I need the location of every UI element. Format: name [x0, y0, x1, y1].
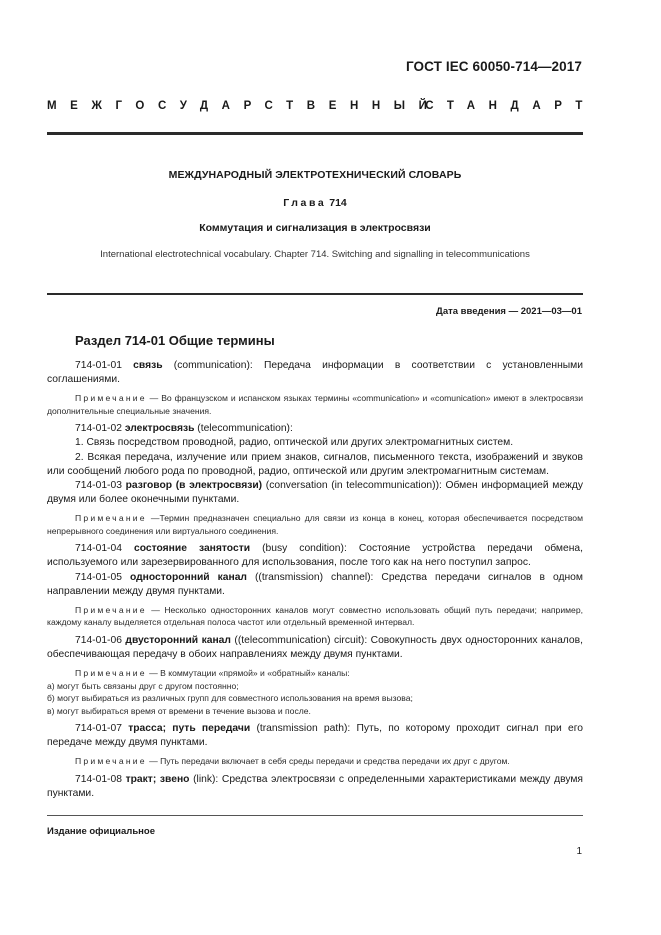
term-definition: (transmission path): Путь, по которому проходит сигнал при его передаче между двумя пунктами.	[47, 722, 583, 749]
term-name: электросвязь	[124, 423, 195, 435]
chapter-heading	[47, 197, 583, 209]
term-note	[47, 667, 583, 717]
term-number: 714-01-08	[75, 773, 122, 785]
footer-divider	[47, 815, 583, 816]
term-name: трасса; путь передачи	[128, 722, 251, 734]
note-label: Примечание	[75, 756, 147, 767]
term-note	[47, 755, 583, 767]
term-number: 714-01-03	[75, 480, 122, 492]
term-definition: (communication): Передача информации в соответствии с установленными соглашениями.	[47, 360, 583, 386]
note-label: Примечание	[75, 668, 147, 679]
standard-word: СТАНДАРТ	[425, 100, 596, 112]
term-name: разговор (в электросвязи)	[125, 480, 263, 492]
official-edition-label: Издание официальное	[47, 826, 155, 837]
title-divider	[47, 293, 583, 295]
term-number: 714-01-01	[75, 360, 122, 371]
note-text: — Несколько односторонних каналов могут совместно использовать общий путь передачи; например, каждому каналу выделяется отдельная полоса частот или отдельный временной интервал.	[47, 605, 583, 628]
term-entry	[47, 773, 583, 801]
note-label: Примечание	[75, 513, 147, 524]
note-text: — Во французском и испанском языках термины «communication» и «comunication» имеют в электросвязи дополнительные специальные значения.	[47, 393, 583, 416]
term-definition: ((transmission) channel): Средства передачи сигналов в одном направлении между двумя пунктами.	[47, 571, 583, 597]
term-name: тракт; звено	[125, 773, 190, 785]
term-name: состояние занятости	[133, 543, 251, 555]
term-number: 714-01-07	[75, 722, 122, 734]
term-number: 714-01-05	[75, 571, 122, 583]
term-entry	[47, 634, 583, 662]
note-list-item: а) могут быть связаны друг с другом постоянно;	[47, 680, 239, 691]
note-text: — Путь передачи включает в себя среды передачи и средства передачи их друг с другом.	[146, 756, 510, 767]
term-definition: (conversation (in telecommunication)): Обмен информацией между двумя или более оконечными пунктами.	[47, 480, 583, 506]
chapter-number: 714	[329, 197, 347, 209]
section-title: Раздел 714-01 Общие термины	[75, 333, 275, 348]
header-divider	[47, 132, 583, 135]
term-number: 714-01-06	[75, 634, 122, 646]
term-note	[47, 512, 583, 537]
chapter-label: Глава	[283, 197, 327, 209]
standard-code: ГОСТ IEC 60050-714—2017	[405, 59, 582, 74]
note-list-item: б) могут выбираться из различных групп для совместного использования на время вызова;	[47, 693, 413, 704]
term-meaning: 2. Всякая передача, излучение или прием знаков, сигналов, письменного текста, изображений и звуков или сообщений любого рода по проводной, радио, оптической или другим электромагнитным системам.	[47, 451, 583, 477]
term-name: связь	[133, 360, 163, 371]
term-entry	[47, 479, 583, 507]
english-title: International electrotechnical vocabulary. Chapter 714. Switching and signalling in telecommunications	[100, 249, 530, 260]
term-entry	[47, 359, 583, 387]
term-name: односторонний канал	[129, 571, 247, 583]
term-note	[47, 392, 583, 417]
term-name: двусторонний канал	[125, 634, 231, 646]
term-definition: ((telecommunication) circuit): Совокупность двух односторонних каналов, обеспечивающая передачу в обоих направлениях между двумя пунктами.	[47, 634, 583, 661]
note-text: —Термин предназначен специально для связи из конца в конец, которая обеспечивается посредством непрерывного соединения или виртуального соединения.	[47, 513, 583, 536]
term-meaning: 1. Связь посредством проводной, радио, оптической или других электромагнитных систем.	[75, 437, 514, 449]
introduction-date: Дата введения — 2021—03—01	[436, 306, 582, 317]
term-entry	[47, 422, 583, 436]
terms-content	[47, 359, 583, 801]
term-number: 714-01-04	[75, 543, 122, 555]
note-label: Примечание	[75, 393, 147, 404]
term-note	[47, 604, 583, 629]
interstate-word: МЕЖГОСУДАРСТВЕННЫЙ	[47, 100, 441, 112]
term-definition: (telecommunication):	[194, 423, 293, 435]
term-entry	[47, 542, 583, 570]
document-title: МЕЖДУНАРОДНЫЙ ЭЛЕКТРОТЕХНИЧЕСКИЙ СЛОВАРЬ	[168, 169, 462, 181]
term-number: 714-01-02	[75, 423, 122, 435]
note-text: — В коммутации «прямой» и «обратный» каналы:	[146, 668, 350, 679]
term-entry	[47, 722, 583, 750]
term-entry	[47, 571, 583, 599]
note-list-item: в) могут выбираться время от времени в течение вызова и после.	[47, 705, 311, 716]
note-intro	[47, 667, 583, 679]
note-label: Примечание	[75, 605, 147, 616]
page-number: 1	[576, 846, 582, 857]
document-subtitle: Коммутация и сигнализация в электросвязи	[199, 222, 431, 234]
term-definition: (link): Средства электросвязи с определенными характеристиками между двумя пунктами.	[47, 773, 584, 799]
term-definition: (busy condition): Состояние устройства передачи обмена, используемого или зарезервированного для использования, после того как на него поступил запрос.	[47, 543, 583, 569]
